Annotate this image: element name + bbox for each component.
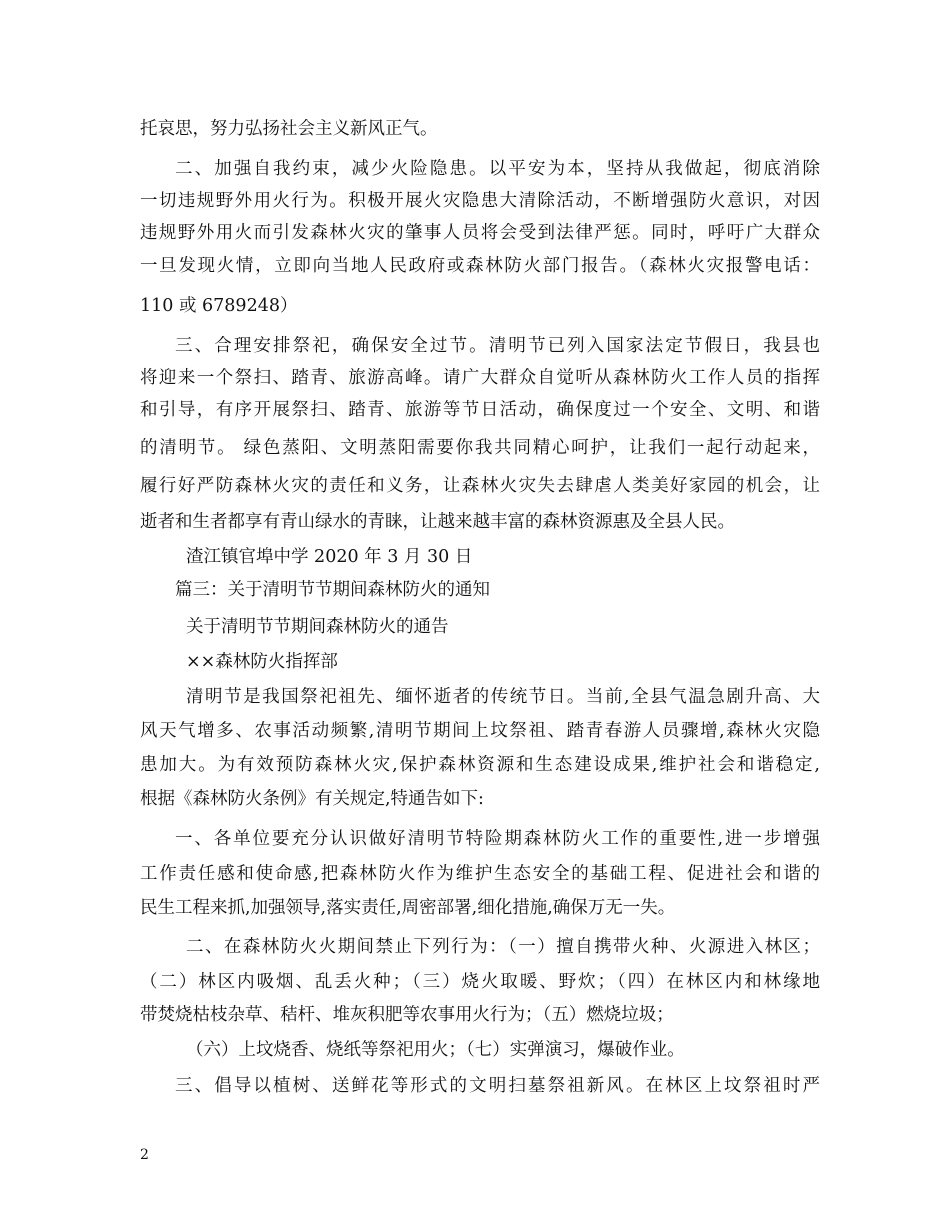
text-line: 的清明节。 绿色蒸阳、文明蒸阳需要你我共同精心呵护，让我们一起行动起来， <box>140 438 820 458</box>
page-number: 2 <box>140 1147 149 1163</box>
text-line: 三、倡导以植树、送鲜花等形式的文明扫墓祭祖新风。在林区上坟祭祖时严 <box>175 1076 820 1096</box>
text-line: （二）林区内吸烟、乱丢火种；（三）烧火取暖、野炊；（四）在林区内和林缘地 <box>140 972 820 992</box>
text-line: 110 或 6789248） <box>140 296 298 316</box>
text-line: 工作责任感和使命感,把森林防火作为维护生态安全的基础工程、促进社会和谐的 <box>140 864 820 884</box>
text-line: 带焚烧枯枝杂草、秸杆、堆灰积肥等农事用火行为；（五）燃烧垃圾； <box>140 1005 674 1025</box>
signature-line: 渣江镇官埠中学 2020 年 3 月 30 日 <box>186 547 473 567</box>
section-heading: 篇三：关于清明节节期间森林防火的通知 <box>175 580 490 600</box>
text-line: 三、合理安排祭祀，确保安全过节。清明节已列入国家法定节假日，我县也 <box>175 336 820 356</box>
text-line: （六）上坟烧香、烧纸等祭祀用火；（七）实弹演习，爆破作业。 <box>186 1040 685 1060</box>
text-line: 民生工程来抓,加强领导,落实责任,周密部署,细化措施,确保万无一失。 <box>140 898 676 918</box>
text-line: 清明节是我国祭祀祖先、缅怀逝者的传统节日。当前,全县气温急剧升高、大 <box>186 687 820 707</box>
text-line: 一、各单位要充分认识做好清明节特险期森林防火工作的重要性,进一步增强 <box>175 829 820 849</box>
text-line: 二、在森林防火火期间禁止下列行为：（一）擅自携带火种、火源进入林区； <box>186 937 820 957</box>
text-line: 二、加强自我约束，减少火险隐患。以平安为本，坚持从我做起，彻底消除 <box>175 159 820 179</box>
text-line: 违规野外用火而引发森林火灾的肇事人员将会受到法律严惩。同时，呼吁广大群众 <box>140 223 820 243</box>
text-line: 将迎来一个祭扫、踏青、旅游高峰。请广大群众自觉听从森林防火工作人员的指挥 <box>140 368 820 388</box>
text-line: 一切违规野外用火行为。积极开展火灾隐患大清除活动，不断增强防火意识，对因 <box>140 191 820 211</box>
notice-issuer: ××森林防火指挥部 <box>186 652 338 672</box>
text-line: 和引导，有序开展祭扫、踏青、旅游等节日活动，确保度过一个安全、文明、和谐 <box>140 400 820 420</box>
text-line: 根据《森林防火条例》有关规定,特通告如下: <box>140 789 484 809</box>
text-line: 一旦发现火情，立即向当地人民政府或森林防火部门报告。（森林火灾报警电话： <box>140 256 820 276</box>
text-line: 风天气增多、农事活动频繁,清明节期间上坟祭祖、踏青春游人员骤增,森林火灾隐 <box>140 721 820 741</box>
notice-title: 关于清明节节期间森林防火的通告 <box>186 617 449 637</box>
text-line: 逝者和生者都享有青山绿水的青睐，让越来越丰富的森林资源惠及全县人民。 <box>140 512 735 532</box>
text-line: 托哀思，努力弘扬社会主义新风正气。 <box>140 119 438 139</box>
text-line: 履行好严防森林火灾的责任和义务，让森林火灾失去肆虐人类美好家园的机会，让 <box>140 476 820 496</box>
text-line: 患加大。为有效预防森林火灾,保护森林资源和生态建设成果,维护社会和谐稳定, <box>140 755 820 775</box>
